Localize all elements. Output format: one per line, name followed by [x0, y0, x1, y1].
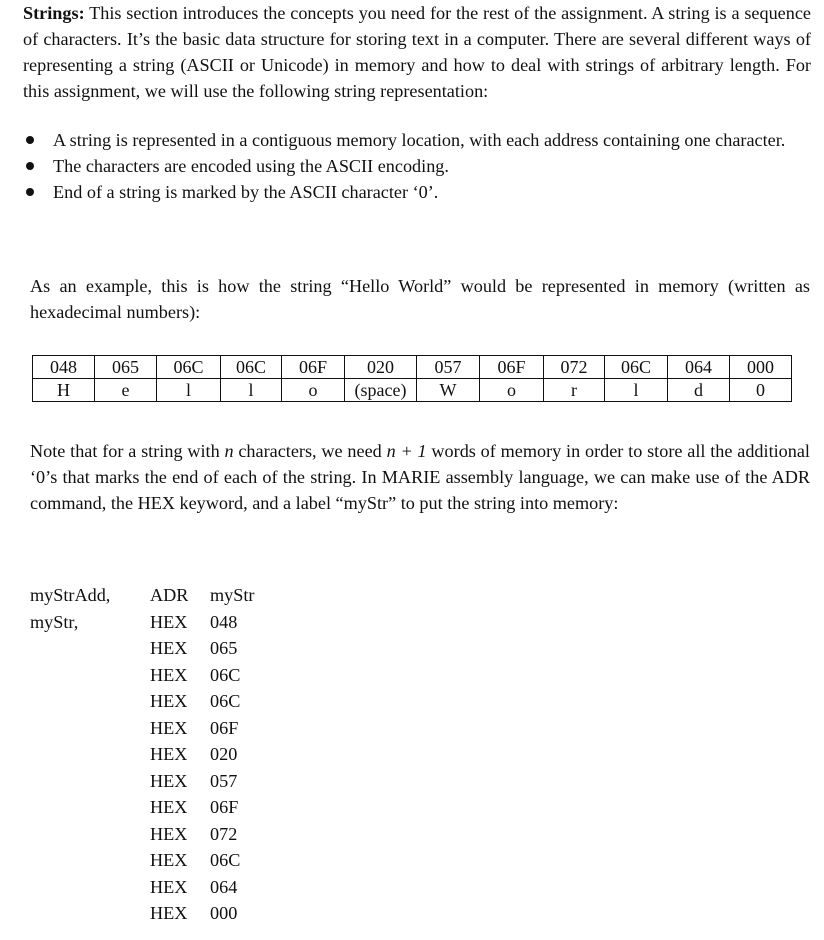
- code-opcode: HEX: [150, 903, 188, 923]
- code-opcode: HEX: [150, 664, 188, 685]
- hex-cell: 064: [668, 356, 730, 379]
- hex-cell: 06F: [480, 356, 544, 379]
- intro-text: This section introduces the concepts you need for the rest of the assignment. A string is a sequence of characters. It’s the basic data structure for storing text in a computer. There are several different ways of representing a string (ASCII or Unicode) in memory and how to deal with strings of arbitrary length. For this assignment, we will use the following string representation:: [23, 3, 811, 101]
- code-operand: 06C: [210, 664, 241, 685]
- code-operand: 06C: [210, 850, 241, 870]
- note-text: characters, we need: [233, 441, 387, 461]
- note-text: Note that for a string with: [30, 441, 225, 461]
- code-opcode: HEX: [150, 691, 188, 711]
- hex-cell: 06C: [605, 356, 668, 379]
- hex-cell: 048: [33, 356, 95, 379]
- code-operand: 048: [210, 611, 238, 632]
- note-variable: n: [224, 441, 234, 461]
- section-heading: Strings:: [23, 3, 85, 23]
- code-opcode: HEX: [150, 876, 188, 897]
- char-cell: o: [282, 379, 345, 402]
- code-opcode: HEX: [150, 823, 188, 844]
- code-label: myStr,: [30, 611, 79, 632]
- code-opcode: HEX: [150, 611, 188, 632]
- note-text: words of memory in order to store all the additional ‘0’s that marks the end of each of the string. In MARIE assembly language, we can make use of the ADR command, the HEX keyword, and a label “myStr” to put the string into memory:: [30, 441, 810, 513]
- list-item: [30, 127, 810, 153]
- code-opcode: HEX: [150, 797, 188, 817]
- list-item-text: The characters are encoded using the ASCII encoding.: [53, 156, 449, 176]
- code-operand: myStr: [210, 585, 255, 605]
- bullet-icon: [26, 162, 34, 170]
- char-cell: r: [544, 379, 605, 402]
- char-cell: (space): [345, 379, 417, 402]
- char-cell: W: [417, 379, 480, 402]
- hex-row: [33, 356, 792, 379]
- code-operand: 000: [210, 903, 238, 923]
- char-cell: l: [605, 379, 668, 402]
- intro-paragraph: [23, 0, 811, 104]
- code-opcode: HEX: [150, 850, 188, 870]
- bullet-icon: [26, 188, 34, 196]
- code-opcode: HEX: [150, 717, 188, 738]
- code-operand: 06C: [210, 691, 241, 711]
- code-label: myStrAdd,: [30, 585, 111, 605]
- list-item-text: A string is represented in a contiguous memory location, with each address containing one character.: [53, 130, 786, 150]
- list-item: [30, 179, 810, 205]
- note-variable: n + 1: [386, 441, 427, 461]
- memory-table: [32, 355, 792, 402]
- note-paragraph: [30, 438, 810, 516]
- hex-cell: 057: [417, 356, 480, 379]
- code-operand: 06F: [210, 797, 239, 817]
- char-cell: l: [157, 379, 221, 402]
- char-cell: d: [668, 379, 730, 402]
- example-paragraph: As an example, this is how the string “Hello World” would be represented in memory (written as hexadecimal numbers):: [30, 276, 810, 322]
- representation-rules-list: [30, 127, 810, 205]
- code-opcode: HEX: [150, 744, 188, 764]
- hex-cell: 06C: [221, 356, 282, 379]
- char-row: [33, 379, 792, 402]
- char-cell: o: [480, 379, 544, 402]
- hex-cell: 06C: [157, 356, 221, 379]
- code-operand: 057: [210, 770, 238, 791]
- list-item: [30, 153, 810, 179]
- hex-cell: 020: [345, 356, 417, 379]
- code-opcode: HEX: [150, 638, 188, 658]
- code-operand: 065: [210, 638, 238, 658]
- hex-cell: 06F: [282, 356, 345, 379]
- code-opcode: HEX: [150, 770, 188, 791]
- char-cell: e: [95, 379, 157, 402]
- code-operand: 064: [210, 876, 238, 897]
- hex-cell: 065: [95, 356, 157, 379]
- code-operand: 06F: [210, 717, 239, 738]
- hex-cell: 000: [730, 356, 792, 379]
- list-item-text: End of a string is marked by the ASCII character ‘0’.: [53, 182, 439, 202]
- hex-cell: 072: [544, 356, 605, 379]
- bullet-icon: [26, 136, 34, 144]
- code-operand: 072: [210, 823, 238, 844]
- code-operand: 020: [210, 744, 238, 764]
- char-cell: l: [221, 379, 282, 402]
- char-cell: 0: [730, 379, 792, 402]
- char-cell: H: [33, 379, 95, 402]
- code-opcode: ADR: [150, 585, 189, 605]
